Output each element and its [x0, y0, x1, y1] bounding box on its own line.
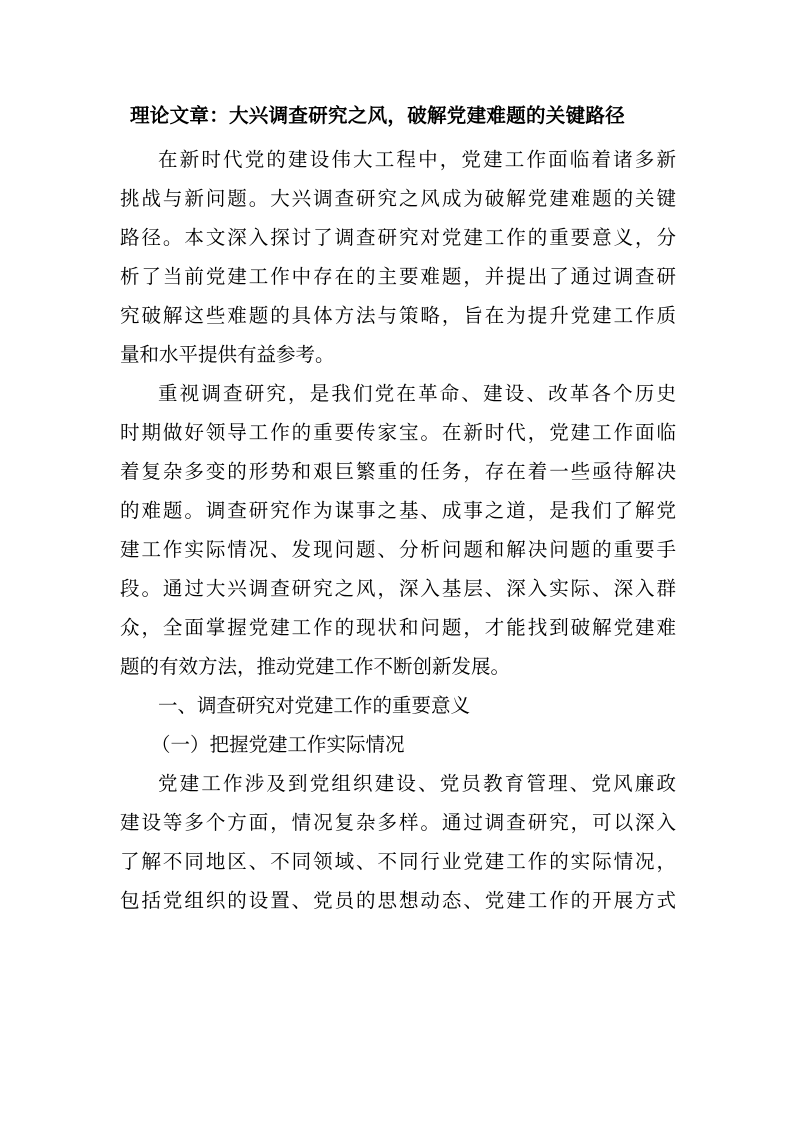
para3-line-2: 建设等多个方面，情况复杂多样。通过调查研究，可以深入 — [120, 811, 676, 834]
para2-line-8: 题的有效方法，推动党建工作不断创新发展。 — [120, 655, 511, 678]
para1-line-6: 量和水平提供有益参考。 — [120, 343, 335, 366]
para1-line-3: 路径。本文深入探讨了调查研究对党建工作的重要意义，分 — [120, 226, 676, 249]
para2-line-1: 重视调查研究，是我们党在革命、建设、改革各个历史 — [158, 382, 676, 405]
para2-line-6: 段。通过大兴调查研究之风，深入基层、深入实际、深入群 — [120, 577, 676, 600]
para1-line-2: 挑战与新问题。大兴调查研究之风成为破解党建难题的关键 — [120, 187, 676, 210]
subsection-heading: （一）把握党建工作实际情况 — [151, 733, 405, 756]
para3-line-1: 党建工作涉及到党组织建设、党员教育管理、党风廉政 — [158, 772, 676, 795]
para2-line-5: 建工作实际情况、发现问题、分析问题和解决问题的重要手 — [120, 538, 676, 561]
para1-line-1: 在新时代党的建设伟大工程中，党建工作面临着诸多新 — [158, 148, 676, 171]
para2-line-7: 众，全面掌握党建工作的现状和问题，才能找到破解党建难 — [120, 616, 676, 639]
para2-line-4: 的难题。调查研究作为谋事之基、成事之道，是我们了解党 — [120, 499, 676, 522]
para2-line-2: 时期做好领导工作的重要传家宝。在新时代，党建工作面临 — [120, 421, 676, 444]
para3-line-3: 了解不同地区、不同领域、不同行业党建工作的实际情况， — [120, 850, 676, 873]
para2-line-3: 着复杂多变的形势和艰巨繁重的任务，存在着一些亟待解决 — [120, 460, 676, 483]
article-title: 理论文章：大兴调查研究之风，破解党建难题的关键路径 — [130, 104, 626, 127]
section-heading: 一、调查研究对党建工作的重要意义 — [158, 694, 471, 717]
para3-line-4: 包括党组织的设置、党员的思想动态、党建工作的开展方式 — [120, 889, 676, 912]
para1-line-5: 究破解这些难题的具体方法与策略，旨在为提升党建工作质 — [120, 304, 676, 327]
para1-line-4: 析了当前党建工作中存在的主要难题，并提出了通过调查研 — [120, 265, 676, 288]
